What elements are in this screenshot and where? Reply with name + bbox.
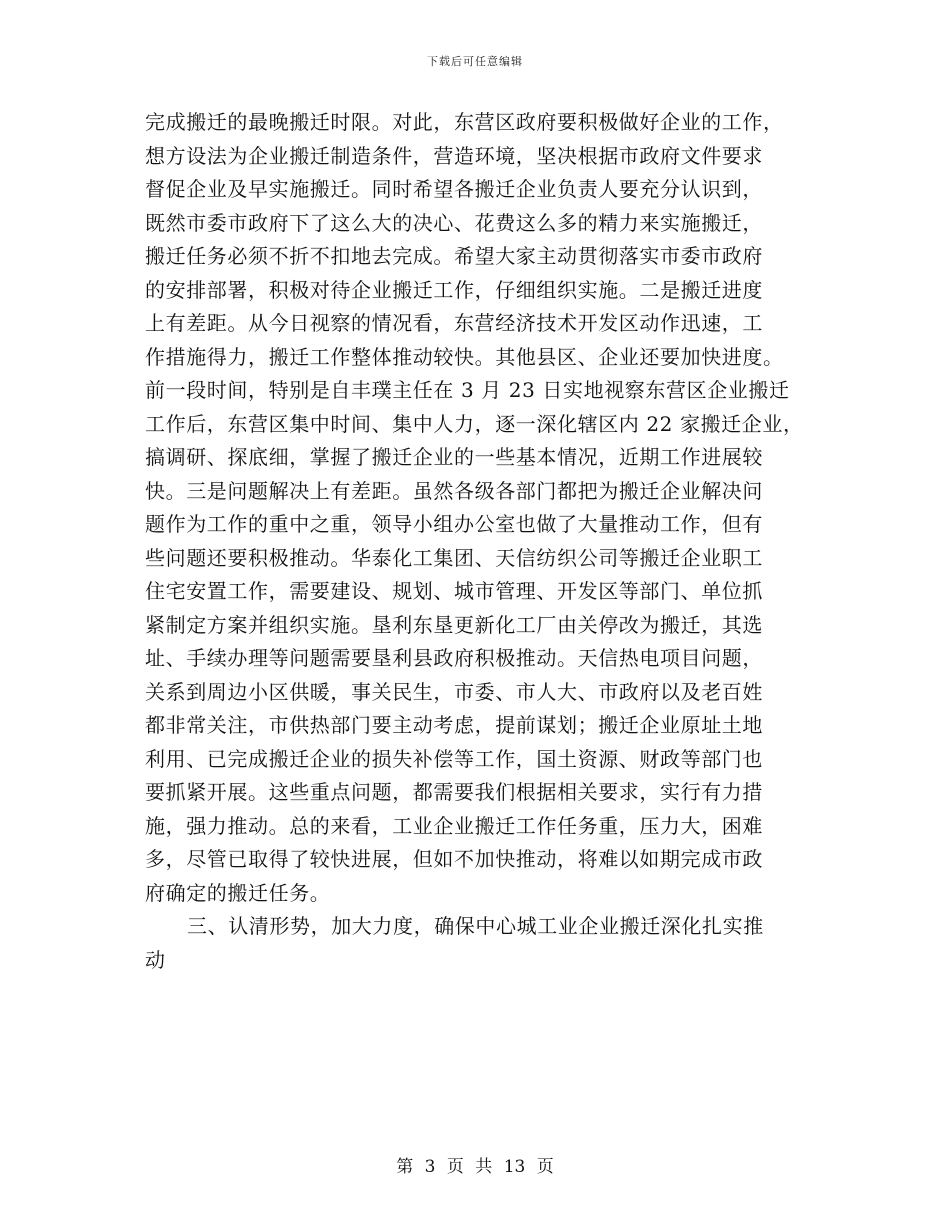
text-line: 施，强力推动。总的来看，工业企业搬迁工作任务重，压力大，困难: [145, 813, 763, 838]
text-line: 工作后，东营区集中时间、集中人力，逐一深化辖区内 22 家搬迁企业，: [145, 411, 804, 436]
page-header: 下载后可任意编辑: [427, 55, 523, 68]
text-line: 利用、已完成搬迁企业的损失补偿等工作，国土资源、财政等部门也: [145, 746, 763, 771]
text-line: 题作为工作的重中之重，领导小组办公室也做了大量推动工作，但有: [145, 512, 763, 536]
text-line: 搬迁任务必须不折不扣地去完成。希望大家主动贯彻落实市委市政府: [145, 244, 763, 268]
text-line: 府确定的搬迁任务。: [145, 880, 331, 905]
text-line: 想方设法为企业搬迁制造条件，营造环境，坚决根据市政府文件要求: [145, 143, 763, 168]
text-line: 址、手续办理等问题需要垦利县政府积极推动。天信热电项目问题，: [145, 646, 763, 670]
text-line: 督促企业及早实施搬迁。同时希望各搬迁企业负责人要充分认识到，: [145, 177, 763, 201]
text-line: 上有差距。从今日视察的情况看，东营经济技术开发区动作迅速，工: [145, 311, 763, 335]
text-line: 的安排部署，积极对待企业搬迁工作，仔细组织实施。二是搬迁进度: [145, 277, 763, 302]
text-line: 前一段时间，特别是自丰璞主任在 3 月 23 日实地视察东营区企业搬迁: [145, 378, 790, 402]
text-line: 住宅安置工作，需要建设、规划、城市管理、开发区等部门、单位抓: [145, 579, 763, 603]
text-line: 要抓紧开展。这些重点问题，都需要我们根据相关要求，实行有力措: [145, 780, 763, 804]
text-line: 关系到周边小区供暖，事关民生，市委、市人大、市政府以及老百姓: [145, 679, 763, 704]
section-heading-continued: 动: [145, 947, 166, 972]
section-heading: 三、认清形势，加大力度，确保中心城工业企业搬迁深化扎实推: [187, 914, 764, 938]
text-line: 作措施得力，搬迁工作整体推动较快。其他县区、企业还要加快进度。: [145, 344, 784, 369]
text-line: 既然市委市政府下了这么大的决心、花费这么多的精力来实施搬迁，: [145, 210, 763, 235]
text-line: 都非常关注，市供热部门要主动考虑，提前谋划；搬迁企业原址土地: [145, 713, 763, 737]
text-line: 快。三是问题解决上有差距。虽然各级各部门都把为搬迁企业解决问: [145, 478, 763, 503]
page-number: 第 3 页 共 13 页: [396, 1157, 554, 1177]
text-line: 完成搬迁的最晚搬迁时限。对此，东营区政府要积极做好企业的工作，: [145, 110, 784, 134]
document-body: [145, 106, 815, 977]
text-line: 多，尽管已取得了较快进展，但如不加快推动，将难以如期完成市政: [145, 847, 763, 871]
text-line: 搞调研、探底细，掌握了搬迁企业的一些基本情况，近期工作进展较: [145, 445, 763, 469]
text-line: 些问题还要积极推动。华泰化工集团、天信纺织公司等搬迁企业职工: [145, 545, 763, 570]
text-line: 紧制定方案并组织实施。垦利东垦更新化工厂由关停改为搬迁，其选: [145, 612, 763, 637]
